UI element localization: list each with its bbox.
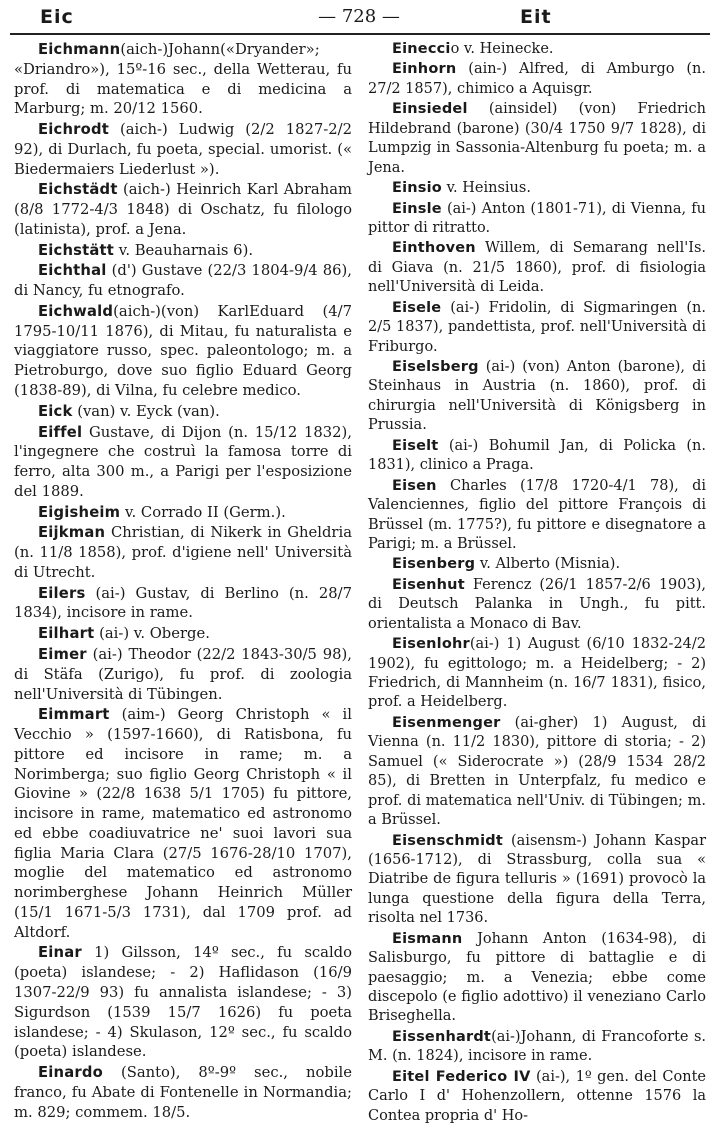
- entry-headword: Einthoven: [392, 240, 476, 257]
- dictionary-entry: [14, 261, 357, 301]
- dictionary-entry: [368, 40, 706, 59]
- dictionary-entry: [14, 402, 352, 422]
- entry-text: (ai-) Anton (1801-71), di Vienna, fu pittor di ritratto.: [368, 200, 711, 236]
- entry-text: v. Heinsius.: [441, 180, 531, 197]
- dictionary-entry: [368, 1028, 711, 1067]
- dictionary-entry: [368, 179, 706, 198]
- entry-headword: Eijkman: [38, 524, 106, 542]
- entry-text: (ai-) Bohumil Jan, di Policka (n. 1831), clinico a Praga.: [368, 437, 711, 474]
- entry-text: Johann Anton (1634-98), di Salisburgo, fu pittore di battaglie e di paesaggio; m. a Venezia; ebbe come discepolo (e figlio adottivo) il veneziano Carlo Briseghella.: [368, 930, 711, 1025]
- entry-headword: Eimmart: [38, 706, 110, 724]
- entry-text: Ferencz (26/1 1857-2/6 1903), di Deutsch Palanka in Ungh., fu pitt. orientalista a Monaco di Bav.: [368, 576, 711, 632]
- entry-text: (ain-) Alfred, di Amburgo (n. 27/2 1857), chimico a Aquisgr.: [368, 61, 711, 97]
- dictionary-entry: [368, 555, 706, 574]
- entry-headword: Eiselsberg: [392, 359, 479, 375]
- dictionary-entry: [14, 645, 357, 704]
- dictionary-entry: [368, 576, 711, 634]
- entry-text: (d') Gustave (22/3 1804-9/4 86), di Nancy, fu etnografo.: [14, 262, 357, 300]
- entry-text: (aich-)(von) KarlEduard (4/7 1795-10/11 1876), di Mitau, fu naturalista e viaggiatore russo, spec. paleontologo; m. a Pietroburgo, dove suo figlio Eduard Georg (1838-89), di Vilna, fu celebre medico.: [14, 302, 357, 400]
- dictionary-entry: [368, 477, 711, 555]
- page-number: — 728 —: [318, 6, 400, 27]
- entry-headword: Eisenmenger: [392, 714, 501, 731]
- entry-headword: Eilhart: [38, 625, 95, 643]
- dictionary-entry: [14, 423, 357, 502]
- entry-text: (van) v. Eyck (van).: [72, 402, 220, 420]
- entry-headword: Eisenschmidt: [392, 832, 504, 849]
- dictionary-entry: [368, 1068, 711, 1126]
- dictionary-entry: [368, 358, 711, 436]
- header-left-guide-word: Eic: [40, 6, 74, 28]
- entry-text: (aich-) Heinrich Karl Abraham (8/8 1772-4/3 1848) di Oschatz, fu filologo (latinista), prof. a Jena.: [14, 181, 357, 238]
- entry-headword: Eisele: [392, 299, 442, 316]
- entry-headword: Eitel Federico IV: [392, 1068, 531, 1085]
- dictionary-entry: [368, 714, 711, 831]
- dictionary-entry: [368, 635, 711, 713]
- entry-text: (ai-), 1º gen. del Conte Carlo I d' Hohenzollern, ottenne 1576 la Contea propria d' Ho-: [368, 1068, 711, 1124]
- dictionary-entry: [14, 705, 357, 942]
- entry-headword: Eick: [38, 402, 73, 420]
- entry-text: (ai-) 1) August (6/10 1832-24/2 1902), fu egittologo; m. a Heidelberg; - 2) Friedrich, di Mannheim (n. 16/7 1831), fisico, prof. a Heidelberg.: [368, 636, 711, 711]
- dictionary-entry: [14, 943, 357, 1062]
- entry-text: v. Beauharnais 6).: [114, 241, 254, 259]
- entry-text: o v. Heinecke.: [450, 41, 554, 57]
- entry-text: (ai-gher) 1) August, di Vienna (n. 11/2 1830), pittore di storia; - 2) Samuel (« Siderocrate ») (28/9 1534 28/2 85), di Bretten in Unterpfalz, fu medico e prof. di matematica nell'Univ. di Tübingen; m. a Brüssel.: [368, 714, 711, 829]
- entry-headword: Eigisheim: [38, 503, 121, 521]
- dictionary-entry: [14, 120, 357, 179]
- entry-text: (aich-) Ludwig (2/2 1827-2/2 92), di Durlach, fu poeta, special. umorist. (« Biedermaiers Liederlust »).: [14, 121, 357, 178]
- entry-text: (ai-) Theodor (22/2 1843-30/5 98), di Stäfa (Zurigo), fu prof. di zoologia nell'Università di Tübingen.: [14, 645, 357, 703]
- dictionary-entry: [368, 832, 711, 929]
- left-column: [14, 40, 357, 1123]
- entry-text: v. Alberto (Misnia).: [475, 556, 621, 573]
- dictionary-entry: [14, 523, 357, 582]
- entry-text: v. Corrado II (Germ.).: [120, 503, 286, 521]
- dictionary-entry: [368, 200, 711, 239]
- entry-headword: Eilers: [38, 584, 86, 602]
- dictionary-entry: [14, 180, 357, 239]
- entry-text: Willem, di Semarang nell'Is. di Giava (n. 21/5 1860), prof. di fisiologia nell'Università di Leida.: [368, 240, 711, 296]
- entry-text: Charles (17/8 1720-4/1 78), di Valenciennes, figlio del pittore François di Brüssel (m. 1775?), fu pittore e disegnatore a Parigi; m. a Brüssel.: [368, 477, 711, 552]
- entry-headword: Einardo: [38, 1064, 103, 1082]
- entry-headword: Eissenhardt: [392, 1028, 492, 1045]
- dictionary-entry: [14, 584, 357, 624]
- page-header: [0, 2, 718, 32]
- entry-headword: Eichthal: [38, 262, 107, 280]
- entry-text: (ai-)Johann, di Francoforte s. M. (n. 1824), incisore in rame.: [368, 1028, 711, 1065]
- entry-text: 1) Gilsson, 14º sec., fu scaldo (poeta) islandese; - 2) Haflidason (16/9 1307-22/9 93) fu annalista islandese; - 3) Sigurdson (1539 15/7 1626) fu poeta islandese; - 4) Skulason, 12º sec., fu scaldo (poeta) islandese.: [14, 944, 357, 1061]
- dictionary-entry: [368, 60, 711, 99]
- entry-text: (aich-)Johann(«Dryander»; «Driandro»), 15º-16 sec., della Wetterau, fu prof. di matematica e di medicina a Marburg; m. 20/12 1560.: [14, 41, 357, 118]
- dictionary-entry: [14, 503, 352, 523]
- dictionary-entry: [14, 624, 352, 644]
- entry-headword: Eisenlohr: [392, 636, 470, 653]
- entry-headword: Eisenhut: [392, 576, 465, 593]
- entry-headword: Einar: [38, 944, 82, 962]
- header-right-guide-word: Eit: [520, 6, 552, 28]
- dictionary-entry: [14, 1063, 357, 1122]
- entry-headword: Einhorn: [392, 61, 457, 78]
- entry-text: (ainsidel) (von) Friedrich Hildebrand (barone) (30/4 1750 9/7 1828), di Lumpzig in Sassonia-Altenburg fu poeta; m. a Jena.: [368, 101, 711, 176]
- entry-headword: Eisenberg: [392, 556, 476, 573]
- header-rule: [10, 33, 710, 35]
- dictionary-entry: [14, 241, 352, 261]
- entry-headword: Einsiedel: [392, 101, 468, 118]
- right-column: [368, 40, 711, 1127]
- dictionary-entry: [14, 302, 357, 401]
- dictionary-entry: [368, 239, 711, 297]
- dictionary-entry: [368, 299, 711, 357]
- entry-headword: Eichstätt: [38, 241, 115, 259]
- entry-headword: Eimer: [38, 645, 87, 663]
- entry-headword: Einsle: [392, 200, 442, 217]
- entry-headword: Eiffel: [38, 423, 83, 441]
- entry-headword: Eisen: [392, 477, 437, 494]
- entry-headword: Eichstädt: [38, 181, 118, 199]
- entry-headword: Einecci: [392, 41, 451, 57]
- entry-text: (ai-) v. Oberge.: [94, 625, 210, 643]
- dictionary-entry: [368, 930, 711, 1027]
- entry-headword: Eichmann: [38, 41, 121, 58]
- entry-text: Gustave, di Dijon (n. 15/12 1832), l'ingegnere che costruì la famosa torre di ferro, alta 300 m., a Parigi per l'esposizione del 1889.: [14, 423, 357, 500]
- dictionary-entry: [368, 437, 711, 476]
- entry-text: (aisensm-) Johann Kaspar (1656-1712), di Strassburg, colla sua « Diatribe de figura telluris » (1691) provocò la lunga questione della figura della Terra, risolta nel 1736.: [368, 832, 711, 927]
- entry-headword: Eismann: [392, 930, 463, 947]
- entry-text: (Santo), 8º-9º sec., nobile franco, fu Abate di Fontenelle in Normandia; m. 829; commem. 18/5.: [14, 1064, 357, 1121]
- entry-text: Christian, di Nikerk in Gheldria (n. 11/8 1858), prof. d'igiene nell' Università di Utrecht.: [14, 524, 357, 581]
- entry-headword: Eichwald: [38, 302, 114, 320]
- dictionary-entry: [14, 40, 357, 119]
- entry-headword: Einsio: [392, 180, 442, 197]
- entry-headword: Eichrodt: [38, 121, 109, 139]
- entry-headword: Eiselt: [392, 437, 439, 454]
- entry-text: (ai-) Gustav, di Berlino (n. 28/7 1834), incisore in rame.: [14, 584, 357, 622]
- dictionary-entry: [368, 100, 711, 178]
- entry-text: (ai-) Fridolin, di Sigmaringen (n. 2/5 1837), pandettista, prof. nell'Università di Friburgo.: [368, 299, 711, 355]
- entry-text: (ai-) (von) Anton (barone), di Steinhaus in Austria (n. 1860), prof. di chirurgia nell'Università di Königsberg in Prussia.: [368, 359, 711, 434]
- entry-text: (aim-) Georg Christoph « il Vecchio » (1597-1660), di Ratisbona, fu pittore ed incisore in rame; m. a Norimberga; suo figlio Georg Christoph « il Giovine » (22/8 1638 5/1 1705) fu pittore, incisore in rame, matematico ed astronomo ed ebbe coadiuvatrice ne' suoi lavori sua figlia Maria Clara (27/5 1676-28/10 1707), moglie del matematico ed astronomo norimberghese Johann Heinrich Müller (15/1 1671-5/3 1731), dal 1709 prof. ad Altdorf.: [14, 706, 357, 941]
